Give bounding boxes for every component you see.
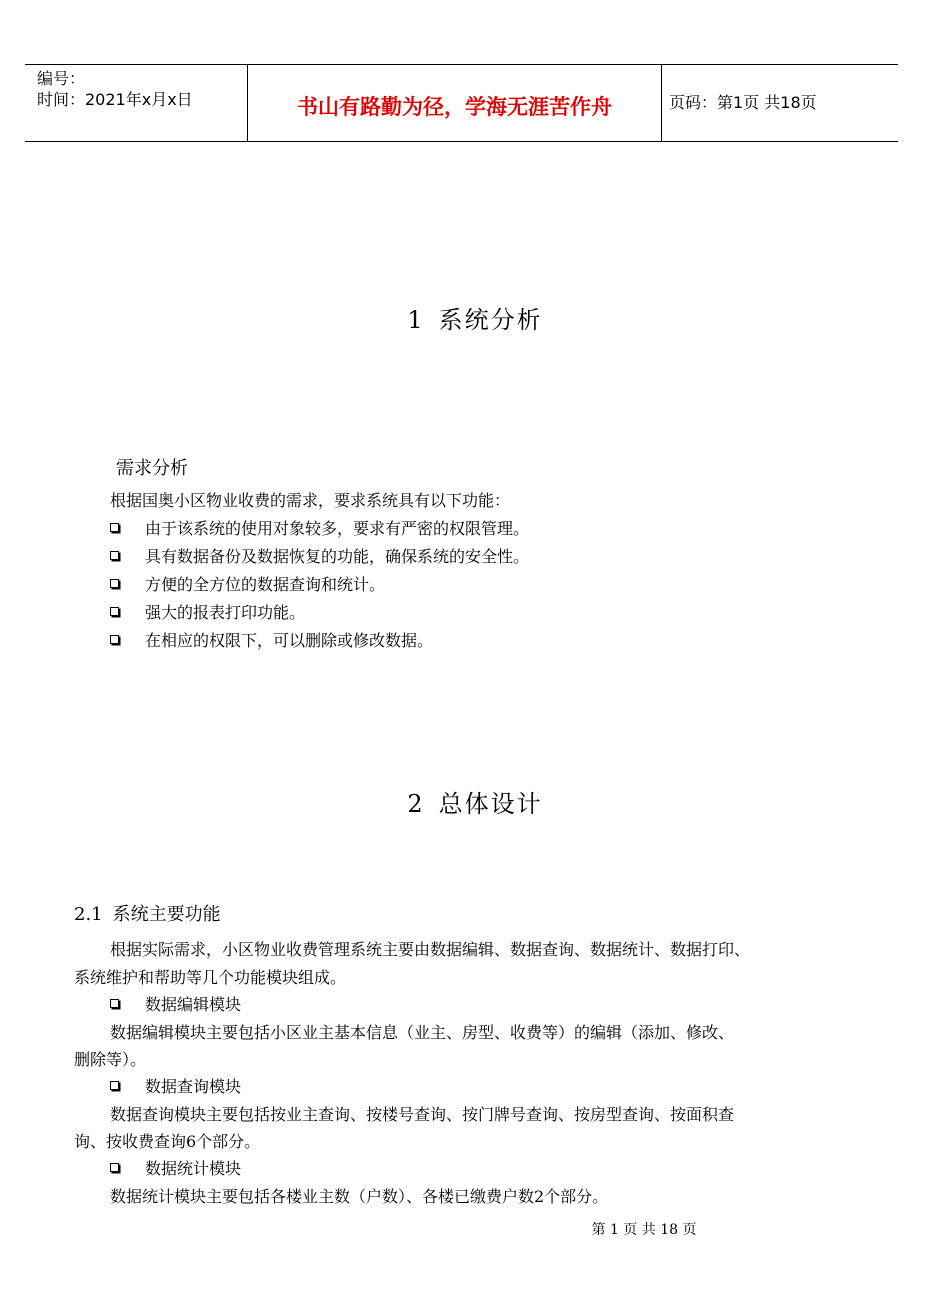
module-query-desc-line2: 询、按收费查询6个部分。 — [74, 1132, 261, 1151]
module-item-edit — [110, 991, 241, 1019]
header-left-cell — [25, 65, 247, 141]
requirement-item — [110, 543, 529, 571]
requirement-item — [110, 627, 433, 655]
requirement-text: 在相应的权限下，可以删除或修改数据。 — [145, 631, 434, 650]
module-name: 数据编辑模块 — [145, 995, 242, 1014]
checkbox-bullet-icon — [110, 607, 119, 616]
module-name: 数据查询模块 — [145, 1077, 242, 1096]
section-title-requirements: 需求分析 — [116, 458, 188, 479]
chapter-2-heading — [0, 784, 950, 819]
header-motto: 书山有路勤为径，学海无涯苦作舟 — [297, 95, 612, 119]
checkbox-bullet-icon — [110, 635, 119, 644]
requirement-item — [110, 515, 529, 543]
module-edit-desc-line1: 数据编辑模块主要包括小区业主基本信息（业主、房型、收费等）的编辑（添加、修改、 — [110, 1023, 735, 1042]
header-right-cell — [661, 65, 898, 141]
requirement-text: 强大的报表打印功能。 — [145, 603, 306, 622]
checkbox-bullet-icon — [110, 1163, 119, 1172]
requirement-item — [110, 571, 385, 599]
page-header — [25, 64, 898, 142]
section-2-1-intro-line2: 系统维护和帮助等几个功能模块组成。 — [74, 968, 347, 987]
chapter-title: 总体设计 — [438, 790, 543, 818]
page-footer: 第 1 页 共 18 页 — [591, 1222, 697, 1238]
document-number-label: 编号： — [37, 69, 86, 88]
chapter-title: 系统分析 — [438, 306, 543, 334]
chapter-1-heading — [0, 300, 950, 335]
requirement-item — [110, 599, 305, 627]
header-motto-cell — [247, 65, 662, 141]
module-item-query — [110, 1073, 241, 1101]
checkbox-bullet-icon — [110, 523, 119, 532]
requirement-text: 由于该系统的使用对象较多，要求有严密的权限管理。 — [145, 519, 530, 538]
header-page-number: 页码：第1页 共18页 — [669, 93, 817, 112]
section-title: 系统主要功能 — [112, 904, 221, 925]
chapter-number: 1 — [407, 306, 425, 334]
requirement-text: 具有数据备份及数据恢复的功能，确保系统的安全性。 — [145, 547, 530, 566]
checkbox-bullet-icon — [110, 1081, 119, 1090]
module-name: 数据统计模块 — [145, 1159, 242, 1178]
module-stats-desc-line1: 数据统计模块主要包括各楼业主数（户数）、各楼已缴费户数2个部分。 — [110, 1187, 609, 1206]
module-edit-desc-line2: 删除等）。 — [74, 1050, 147, 1069]
section-number: 2.1 — [74, 904, 103, 925]
checkbox-bullet-icon — [110, 579, 119, 588]
module-item-stats — [110, 1155, 241, 1183]
requirement-text: 方便的全方位的数据查询和统计。 — [145, 575, 386, 594]
checkbox-bullet-icon — [110, 551, 119, 560]
chapter-number: 2 — [407, 790, 425, 818]
section-2-1-heading — [74, 900, 221, 926]
requirements-intro: 根据国奥小区物业收费的需求，要求系统具有以下功能： — [110, 491, 511, 510]
checkbox-bullet-icon — [110, 999, 119, 1008]
module-query-desc-line1: 数据查询模块主要包括按业主查询、按楼号查询、按门牌号查询、按房型查询、按面积查 — [110, 1105, 735, 1124]
section-2-1-intro-line1: 根据实际需求，小区物业收费管理系统主要由数据编辑、数据查询、数据统计、数据打印、 — [110, 940, 751, 959]
document-time-label: 时间：2021年x月x日 — [37, 90, 193, 109]
